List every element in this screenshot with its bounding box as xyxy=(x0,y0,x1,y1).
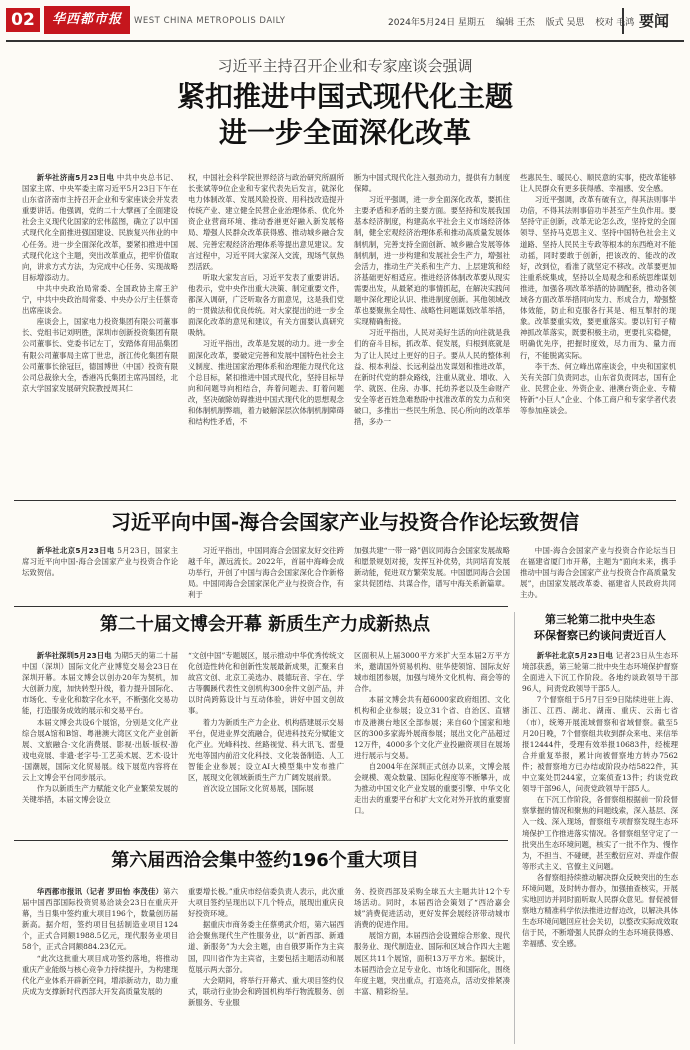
story5-headline: 第六届西洽会集中签约196个重大项目 xyxy=(111,850,419,871)
story4-headline-line1: 第三轮第二批中央生态 xyxy=(545,613,655,626)
story3-paragraph: “文创中国”专题展区，展示推动中华优秀传统文化创造性转化和创新性发展最新成果，汇聚来自故宫文创、北京工美选办、晨德玩音、字在、学古等髑蹊代表性文创机构300余件文创产品，并以时尚跨陈设计与互动体验，讲好中国文创故事。 xyxy=(188,651,344,716)
story3-paragraph: 为期5天的第二十届中国（深圳）国际文化产业博览交易会23日在深圳开幕。本届文博会以创办20年为契机，加大创新力度，加快转型升级，着力提升国际化、市场化、专业化和数字化水平，不断强化交易功能，打造服务成效的展示和交易平台。 xyxy=(22,651,178,716)
story2-headline: 习近平向中国-海合会国家产业与投资合作论坛致贺信 xyxy=(110,510,580,534)
story1-column-1 xyxy=(22,172,178,492)
story4-paragraph: 在下沉工作阶段，各督察组根据前一阶段督察掌握的情况和聚焦的问题线索，深入基层、深入一线、深入现场，督察组专项督察发现生态环境保护工作推进落实情况。各督察组坚守定了一批突出生态环境问题，核实了一批不作为、慢作为，不担当、不碰硬，甚至敷衍应对、弄虚作假等形式主义、官僚主义问题。 xyxy=(522,795,678,871)
proofreader-credit: 校对 毛鸿 xyxy=(595,18,635,28)
story5-dateline: 华西都市报讯（记者 罗田怡 李茂佳） xyxy=(36,887,164,896)
story1-column-2 xyxy=(188,172,344,492)
story3-headline: 第二十届文博会开幕 新质生产力成新热点 xyxy=(99,614,431,635)
story4-paragraph: 记者23日从生态环境部获悉，第三轮第二批中央生态环境保护督察全面进入下沉工作阶段。各地约谈政领导干部96人，问责党政领导干部5人。 xyxy=(522,651,678,694)
section-divider xyxy=(14,500,676,501)
story5-paragraph: 务、投资西部及采购全球五大主题共计12个专场活动。同时，本届西洽会策划了“西洽嘉会城”消费促进活动，更好发挥会展经济带动城市消费的促进作用。 xyxy=(354,887,510,930)
story2-column-2 xyxy=(188,545,344,605)
story3-paragraph: 本届文博会共有超6000家政府组团、文化机构和企业参展；设立31个省、自治区、直辖市及港澳台地区全部参展；来自60个国家和地区的300多家海外展商参展；展出文化产品超过12万件，4000多个文化产业投融资项目在展场进行展示与交易。 xyxy=(354,695,510,760)
story4-paragraph: 7个督察组于5月7日至9日陆续进驻上海、浙江、江西、湖北、湖南、重庆、云南七省（市），统筹开展流域督察和省域督察。截至5月20日晚，7个督察组共收到群众来电、来信举报12444件，受理有效举报10683件，经梳理合并重复举报，累计向被督察地方转办7562件；被督察地方已办结或阶段办结5822件，其中立案处罚244家，立案侦查13件；约谈党政领导干部96人，问责党政领导干部5人。 xyxy=(522,695,678,794)
story1-paragraph: 听取大家发言后，习近平发表了重要讲话。他表示，党中央作出重大决策、制定重要文件，都深入调研，广泛听取各方面意见，这是我们党的一贯做法和优良传统。对大家提出的进一步全面深化改革的意见和建议，有关方面要认真研究吸纳。 xyxy=(188,272,344,338)
story1-paragraph: 断为中国式现代化注入强劲动力，提供有力制度保障。 xyxy=(354,173,510,194)
story2-column-4 xyxy=(520,545,676,605)
section-divider xyxy=(14,840,508,841)
story1-paragraph: 权，中国社会科学院世界经济与政治研究所副所长张斌等9位企业和专家代表先后发言，就深化电力体制改革、发展风险投资、用科技改造提升传统产业、建立健全民营企业治理体系、优化外资企业营商环境、推动香港更好融入新发展格局、增强人民群众改革获得感、推动城乡融合发展、完善宏观经济治理体系等提出意见建议。发言过程中，习近平同大家深入交流，现场气氛热烈活跃。 xyxy=(188,173,344,271)
story3-column-3 xyxy=(354,650,510,836)
section-divider xyxy=(14,606,508,607)
story1-dateline: 新华社济南5月23日电 xyxy=(36,173,115,182)
story4-paragraph: 各督察组持续推动解决群众反映突出的生态环境问题，及时转办督办，加强抽查核实，开展实地回访并同时面听取人民群众意见。督促被督察地方精准科学依法推进边督边改，以解决具体生态环境问题回应社会关切，以整改实际成效取信于民，不断增强人民群众的生态环境获得感、幸福感、安全感。 xyxy=(522,872,678,949)
section-tag: 要闻 xyxy=(622,8,684,34)
story4-headline-line2: 环保督察已约谈问责近百人 xyxy=(534,629,666,642)
designer-credit: 版式 吴思 xyxy=(545,18,585,28)
story2-paragraph: 加强共建“一带一路”倡议同海合会国家发展战略和愿景规划对接，发挥互补优势，共同培育发展新动能，促进双方繁荣发展。中国愿同海合会国家共促团结、共谋合作，谱写中海关系新篇章。 xyxy=(354,546,510,589)
story5-paragraph: 第六届中国西部国际投资贸易洽谈会23日在重庆开幕，当日集中签约重大项目196个，数量创历届新高。据介绍，签约项目包括制造业项目124个，正式合同额1988.5亿元，现代服务业项目58个，正式合同额884.23亿元。 xyxy=(22,887,178,952)
story5-paragraph: 重要增长极。”重庆市经信委负责人表示，此次重大项目签约呈现出以下几个特点，展现出重庆良好投资环境。 xyxy=(188,887,344,919)
story2-column-1 xyxy=(22,545,178,605)
story3-paragraph: 区面积从上届3000平方米扩大至本届2万平方米，邀请国外贸易机构、驻华使领馆、国际友好城市组团参展，加强与境外文化机构、商会等的合作。 xyxy=(354,651,510,694)
story1-column-4 xyxy=(520,172,676,492)
story2-dateline: 新华社北京5月23日电 xyxy=(36,546,115,555)
paper-name-en: WEST CHINA METROPOLIS DAILY xyxy=(134,16,286,26)
story3-dateline: 新华社深圳5月23日电 xyxy=(36,651,112,660)
story3-paragraph: 着力为新质生产力企业、机构搭建展示交易平台，促进业界交流融合，促进科技充分赋能文化产业。光峰科技、丝路视觉、科大讯飞、雷曼光电等国内前沿文化科技、文化装备制造、人工智能企业参展；设立AI大模型集中发布推广区，展现文化领域新质生产力广阔发展前景。 xyxy=(188,717,344,783)
story5-paragraph: 大会期间，将举行开幕式、重大项目签约仪式，联动行业协会和跨国机构举行物流服务、创新服务、专业服 xyxy=(188,975,344,1007)
story1-headline-line2: 进一步全面深化改革 xyxy=(218,116,471,149)
story1-kicker: 习近平主持召开企业和专家座谈会强调 xyxy=(217,57,473,75)
story1-paragraph: 习近平强调，改革有破有立，得其法则事半功倍，不得其法则事倍功半甚至产生负作用。要坚持守正创新，改革无论怎么改，坚持党的全面领导、坚持马克思主义、坚持中国特色社会主义道路、坚持人民民主专政等根本的东西绝对不能动摇，同时要敢于创新，把该改的、能改的改好，改到位，看准了就坚定不移改。改革要更加注重系统集成，坚持以全局观念和系统思维谋划推进，加强各项改革举措的协调配套，推动各领域各方面改革举措同向发力、形成合力，增强整体效能，防止和克服各行其是、相互掣肘的现象。改革要重实效，要更重落实。要以钉钉子精神抓改革落实，既要积极主动，更要扎实稳健，明确优先序，把握时度效，尽力而为、量力而行，不能脱离实际。 xyxy=(520,195,676,360)
story3-paragraph: 本届文博会共设6个展馆，分别是文化产业综合展A馆和B馆、粤港澳大湾区文化产业创新展、文旅融合·文化消费展、影视·出版·版权·游戏电竞展、非遗·老字号·工艺美术展、艺术·设计·国潮展，国际文化贸易展。线下展览内容将在云上文博会平台同步展示。 xyxy=(22,717,178,783)
story2-paragraph: 习近平指出，中国同海合会国家友好交往跨越千年，源远流长。2022年，首届中海峰会成功举行，开创了中国与海合会国家深化合作新格局。中国同海合会国家深化产业与投资合作，有利于 xyxy=(188,546,344,600)
story1-paragraph: 些惠民生、暖民心、顺民意的实事，使改革能够让人民群众有更多获得感、幸福感、安全感。 xyxy=(520,173,676,194)
story1-column-3 xyxy=(354,172,510,492)
story3-paragraph: 自2004年在深圳正式创办以来，文博会展会规模、观众数量、国际化程度等不断攀升，成为推动中国文化产业发展的重要引擎、中华文化走出去的重要平台和扩大文化对外开放的重要窗口。 xyxy=(354,761,510,816)
story4-column-1 xyxy=(522,650,678,1044)
column-divider xyxy=(514,612,515,1044)
story1-paragraph: 座谈会上，国家电力投资集团有限公司董事长、党组书记刘明胜，深圳市创新投资集团有限公司董事长、党委书记左丁，安踏体育用品集团有限公司董事局主席丁世忠，浙江传化集团有限公司董事长徐冠巨，德国博世（中国）投资有限公司总裁徐大全，香港冯氏集团主席冯国经，北京大学国家发展研究院教授周其仁 xyxy=(22,317,178,393)
story1-paragraph: 习近平强调，进一步全面深化改革，要抓住主要矛盾和矛盾的主要方面。要坚持和发展我国基本经济制度，构建高水平社会主义市场经济体制，健全宏观经济治理体系和推动高质量发展体制机制，完善支持全面创新、城乡融合发展等体制机制，进一步构建和发展社会生产力，增强社会活力，推动生产关系和生产力、上层建筑和经济基础更好相适应。推进经济体制改革要从现实需要出发，从最紧迫的事情抓起，在解决实践问题中深化理论认识、推进制度创新。其他领域改革也要聚焦全局性、战略性问题谋划改革举措，实现精确衔接。 xyxy=(354,195,510,327)
story2-column-3 xyxy=(354,545,510,605)
story1-paragraph: 中共中央总书记、国家主席、中央军委主席习近平5月23日下午在山东省济南市主持召开企业和专家座谈会并发表重要讲话。他强调，党的二十大擘画了全面建设社会主义现代化国家的宏伟蓝图，确立了以中国式现代化全面推进强国建设、民族复兴伟业的中心任务。进一步全面深化改革，要紧扣推进中国式现代化这个主题，突出改革重点，把牢价值取向，讲求方式方法，为完成中心任务、实现战略目标增添动力。 xyxy=(22,173,178,282)
story1-paragraph: 习近平指出，改革是发展的动力。进一步全面深化改革，要破定完善和发展中国特色社会主义制度、推进国家治理体系和治理能力现代化这个总目标，紧扣推进中国式现代化，坚持目标导向和问题导向相结合，奔着问题去、盯着问题改，坚决破除妨碍推进中国式现代化的思想观念和体制机制弊端，着力破解深层次体制机制障碍和结构性矛盾，不 xyxy=(188,339,344,427)
story3-paragraph: 首次设立国际文化贸易展，国际展 xyxy=(202,784,314,794)
page-number: 02 xyxy=(6,8,40,32)
story1-headline-line1: 紧扣推进中国式现代化主题 xyxy=(176,80,513,113)
story2-paragraph: 中国-海合会国家产业与投资合作论坛当日在福建省厦门市开幕，主题为“面向未来，携手推动中国与海合会国家产业与投资合作高质量发展”，由国家发展改革委、福建省人民政府共同主办。 xyxy=(520,546,676,600)
story5-paragraph: “此次这批重大项目成功签约落地，将推动重庆产业能级与核心竞争力持续提升，为构建现代化产业体系开辟新空间，增添新动力，助力重庆成为支撑新时代西部大开发高质量发展的 xyxy=(22,953,178,996)
story3-paragraph: 作为以新质生产力赋能文化产业繁荣发展的关键举措，本届文博会设立 xyxy=(22,784,178,805)
masthead-rule xyxy=(6,40,684,42)
story5-paragraph: 据重庆市商务委主任蔡勇武介绍，第六届西洽会聚焦现代生产性服务业，以“新西部、新通道、新服务”为大会主题，由自俄罗斯作为主宾国，四川省作为主宾省，主要包括主题活动和展览展示两大部分。 xyxy=(188,920,344,974)
story5-column-2 xyxy=(188,886,344,1044)
paper-logo: 华西都市报 xyxy=(44,6,130,34)
issue-date: 2024年5月24日 星期五 xyxy=(388,18,485,28)
editor-credit: 编辑 王杰 xyxy=(495,18,535,28)
story3-column-2 xyxy=(188,650,344,836)
story4-dateline: 新华社北京5月23日电 xyxy=(536,651,614,660)
masthead xyxy=(0,0,690,44)
story5-column-3 xyxy=(354,886,510,1044)
story1-paragraph: 习近平指出，人民对美好生活的向往就是我们的奋斗目标，抓改革、促发展，归根到底就是为了让人民过上更好的日子。要从人民的整体利益、根本利益、长远利益出发谋划和推进改革，在新时代党的群众路线，注重从就业、增收、入学、就医、住房、办事、托幼养老以及生命财产安全等老百姓急难愁盼中找准改革的发力点和突破口，多推出一些民生所急、民心所向的改革举措，多办一 xyxy=(354,328,510,427)
story2-paragraph: 5月23日，国家主席习近平向中国-海合会国家产业与投资合作论坛致贺信。 xyxy=(22,546,178,578)
issue-meta xyxy=(388,15,642,28)
story1-paragraph: 李干杰、何立峰出席座谈会，中央和国家机关有关部门负责同志，山东省负责同志，国有企业、民营企业、外资企业、港澳台资企业、专精特新“小巨人”企业、个体工商户和专家学者代表等参加座谈会。 xyxy=(520,361,676,415)
story1-paragraph: 中共中央政治局常委、全国政协主席王沪宁，中共中央政治局常委、中央办公厅主任蔡奇出席座谈会。 xyxy=(22,283,178,316)
story3-column-1 xyxy=(22,650,178,836)
story5-paragraph: 展馆方面，本届西洽会设置综合形象、现代服务业、现代制造业、国际和区域合作四大主题展区共11个展馆，面积13万平方米。据统计，本届西洽会立足专业化、市场化和国际化，围绕年度主题，突出重点，打造亮点，活动安排紧凑丰富、精彩纷呈。 xyxy=(354,931,510,996)
story5-column-1 xyxy=(22,886,178,1044)
